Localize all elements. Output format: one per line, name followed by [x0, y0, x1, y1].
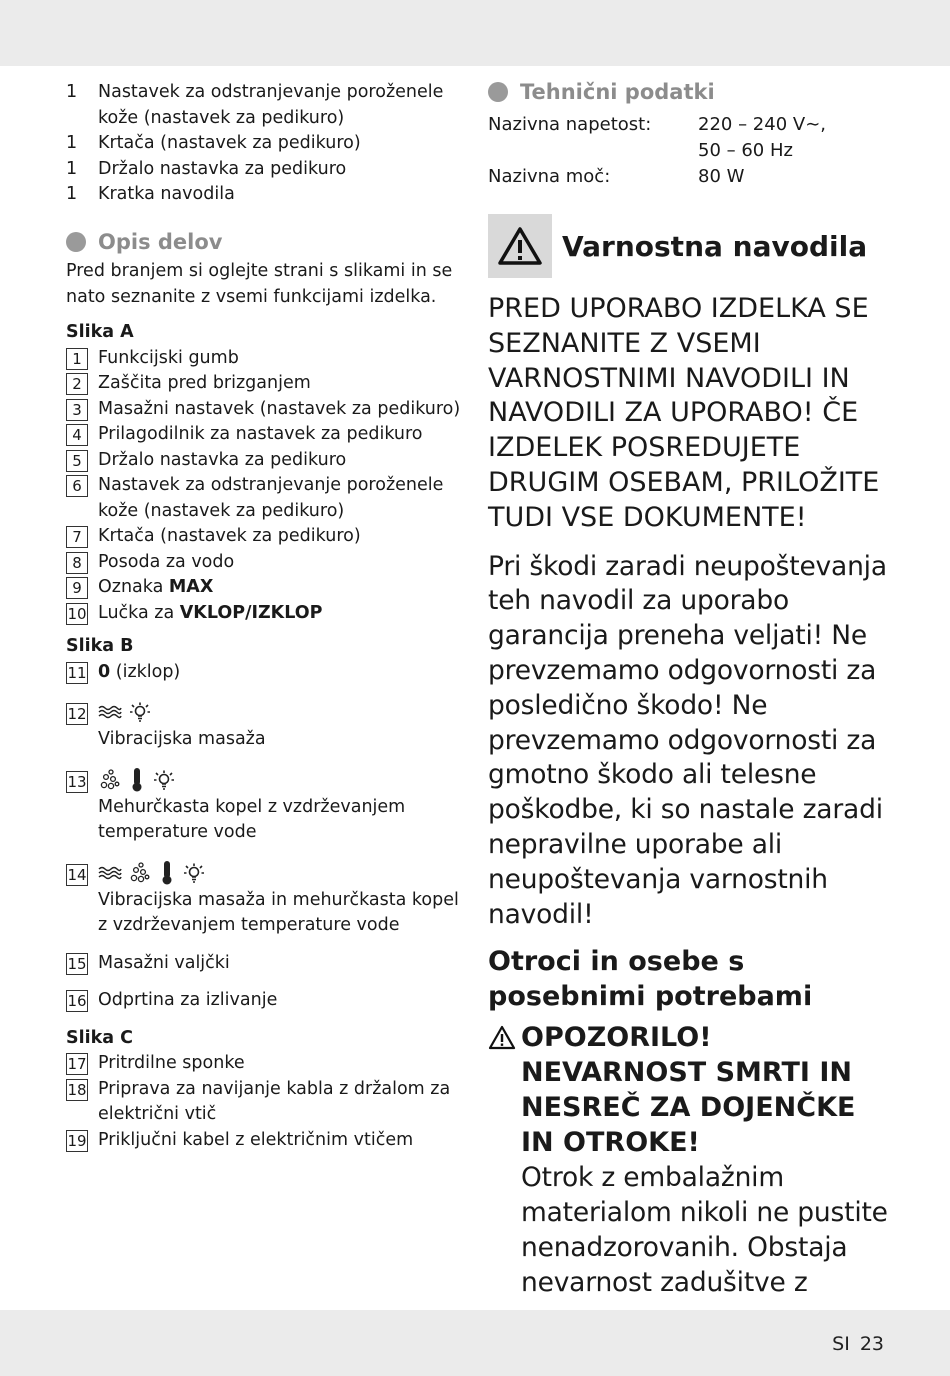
- list-item: 18 Priprava za navijanje kabla z držalom za električni vtič: [67, 1078, 451, 1124]
- light-icon: [182, 861, 206, 885]
- bubbles-icon: [98, 768, 122, 792]
- warning-text: Otrok z embalažnim materialom nikoli ne pustite nenadzorovanih. Obstaja nevarnost zadušitve z: [521, 1162, 888, 1299]
- slika-c-list: [66, 1051, 466, 1153]
- slika-b-title: Slika B: [66, 636, 134, 656]
- item-number: 12: [67, 705, 87, 723]
- list-item: 17 Pritrdilne sponke: [67, 1053, 245, 1073]
- item-number: 17: [67, 1055, 87, 1073]
- item-number: 4: [66, 424, 88, 446]
- list-item: 1 Kratka navodila: [66, 184, 235, 204]
- item-number: 5: [66, 450, 88, 472]
- item-number: 9: [66, 577, 88, 599]
- list-item: 3 Masažni nastavek (nastavek za pedikuro): [66, 397, 466, 423]
- page-footer: [822, 1333, 884, 1355]
- list-item: 13 Mehurčkasta kopel z vzdrževanjem temperature vode: [66, 765, 466, 846]
- thermometer-icon: [128, 767, 146, 793]
- item-number: 2: [66, 373, 88, 395]
- list-item: 19 Priključni kabel z električnim vtičem: [67, 1129, 414, 1150]
- spec-row-power: Nazivna moč: 80 W: [488, 166, 745, 187]
- vibration-icon: [98, 704, 122, 720]
- bullet-dot-icon: [488, 82, 508, 102]
- right-column: [488, 80, 888, 1300]
- list-item: 4 Prilagodilnik za nastavek za pedikuro: [66, 422, 466, 448]
- list-item: 5 Držalo nastavka za pedikuro: [66, 448, 466, 474]
- list-item: 12 Vibracijska masaža: [66, 697, 466, 753]
- item-number: 7: [66, 526, 88, 548]
- safety-caps-text: PRED UPORABO IZDELKA SE SEZNANITE Z VSEMI VARNOSTNIMI NAVODILI IN NAVODILI ZA UPORABO! ČE IZDELEK POSREDUJETE DRUGIM OSEBAM, PRILOŽITE TUDI VSE DOKUMENTE!: [488, 293, 880, 533]
- mode-icons: [98, 697, 466, 727]
- item-number: 11: [67, 663, 87, 682]
- light-icon: [128, 700, 152, 724]
- item-number: 19: [67, 1131, 87, 1150]
- list-item: 14 Vibracijska masaža in mehurčkasta kopel z vzdrževanjem temperature vode: [66, 858, 466, 939]
- item-number: 13: [67, 772, 87, 791]
- list-item: 8 Posoda za vodo: [66, 550, 466, 576]
- list-item: 1 Nastavek za odstranjevanje poroženele kože (nastavek za pedikuro): [66, 82, 444, 128]
- warning-icon-box: [488, 214, 552, 278]
- warning-heading: OPOZORILO! NEVARNOST SMRTI IN NESREČ ZA DOJENČKE IN OTROKE!: [521, 1022, 856, 1159]
- children-heading: Otroci in osebe s posebnimi potrebami: [488, 946, 813, 1013]
- opis-heading: Opis delov: [66, 230, 466, 256]
- list-item: 1 Krtača (nastavek za pedikuro): [66, 133, 361, 153]
- slika-a-list: [66, 346, 466, 627]
- warning-block: [488, 1020, 888, 1300]
- mode-icons: [98, 765, 466, 795]
- bottom-band: [0, 1310, 950, 1376]
- item-number: 14: [67, 865, 87, 884]
- slika-a-title: Slika A: [66, 322, 134, 342]
- item-number: 15: [67, 954, 87, 973]
- list-item: 1 Držalo nastavka za pedikuro: [66, 158, 347, 179]
- tech-heading: Tehnični podatki: [488, 80, 888, 104]
- warning-icon: [497, 226, 543, 266]
- safety-heading: Varnostna navodila: [488, 214, 888, 278]
- bullet-dot-icon: [66, 232, 86, 252]
- page-number: 23: [859, 1333, 884, 1355]
- item-number: 6: [66, 475, 88, 497]
- list-item: 6 Nastavek za odstranjevanje poroženele kože (nastavek za pedikuro): [66, 473, 466, 524]
- list-item: 1 Funkcijski gumb: [66, 346, 466, 372]
- opis-intro: Pred branjem si oglejte strani s slikami in se nato seznanite z vsemi funkcijami izdelka.: [66, 261, 453, 307]
- list-item: 9 Oznaka MAX: [66, 575, 466, 601]
- item-number: 3: [66, 399, 88, 421]
- bubbles-icon: [128, 861, 152, 885]
- light-icon: [152, 768, 176, 792]
- item-number: 16: [67, 992, 87, 1010]
- item-number: 1: [66, 348, 88, 370]
- language-code: SI: [832, 1333, 850, 1355]
- slika-c-title: Slika C: [66, 1027, 133, 1048]
- warning-icon: [488, 1025, 516, 1050]
- item-number: 18: [67, 1080, 87, 1099]
- safety-body-text: Pri škodi zaradi neupoštevanja teh navodil za uporabo garancija preneha veljati! Ne prevzemamo odgovornosti za posledično škodo! Ne prevzemamo odgovornosti za gmotno škodo ali telesne poškodbe, ki so nastale zaradi nepravilne uporabe ali neupoštevanja varnostnih navodil!: [488, 550, 887, 930]
- list-item: 11 0 (izklop): [67, 661, 181, 682]
- contents-list: [66, 80, 466, 208]
- slika-b-list: [66, 660, 466, 1014]
- item-number: 8: [66, 552, 88, 574]
- list-item: 7 Krtača (nastavek za pedikuro): [66, 524, 466, 550]
- list-item: 16 Odprtina za izlivanje: [67, 990, 278, 1010]
- mode-icons: [98, 858, 466, 888]
- list-item: 15 Masažni valjčki: [67, 952, 230, 973]
- list-item: 10 Lučka za VKLOP/IZKLOP: [67, 602, 323, 623]
- thermometer-icon: [158, 860, 176, 886]
- top-band: [0, 0, 950, 66]
- list-item: 2 Zaščita pred brizganjem: [66, 371, 466, 397]
- left-column: [66, 80, 466, 1153]
- spec-row-voltage: Nazivna napetost: 220 – 240 V∼, 50 – 60 Hz: [488, 114, 826, 161]
- item-number: 10: [67, 604, 87, 623]
- vibration-icon: [98, 865, 122, 881]
